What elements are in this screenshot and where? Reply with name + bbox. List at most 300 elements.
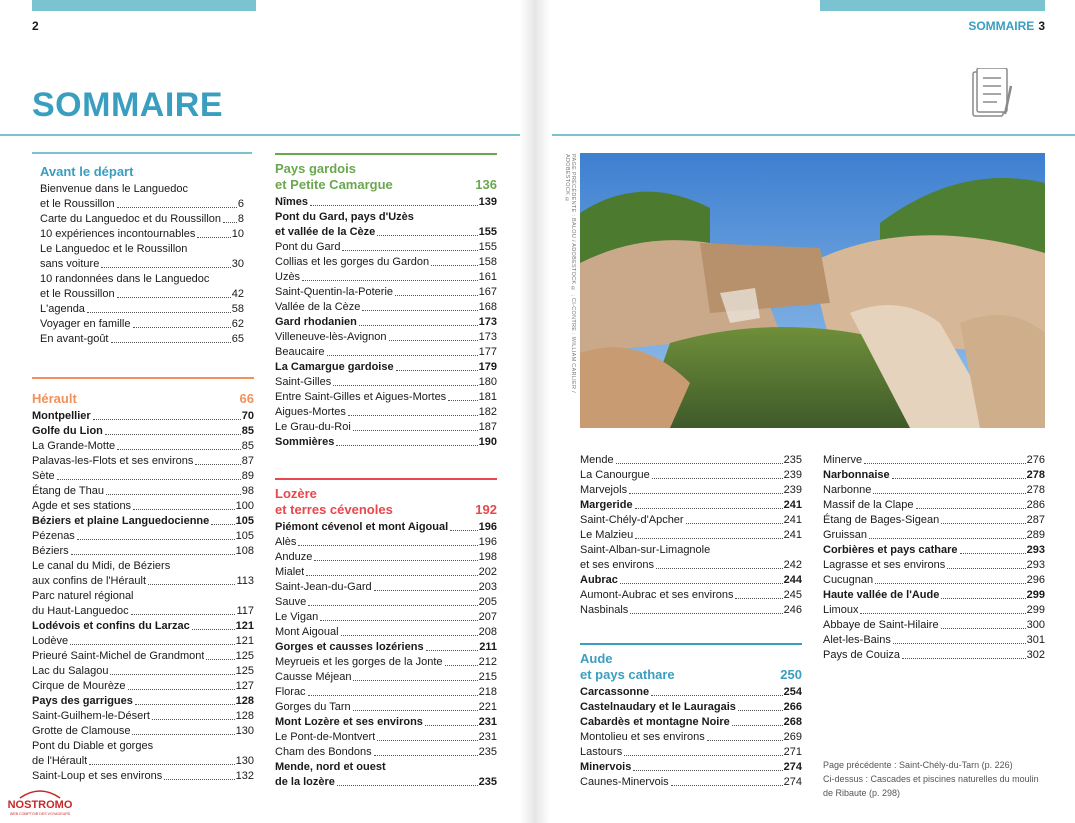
toc-entry-label: Sauve [275,596,307,608]
toc-entry-page: 128 [235,710,254,722]
toc-entry[interactable] [823,483,1045,498]
toc-entry-line: Pont du Gard, pays d'Uzès [275,211,414,223]
leader-dots [395,295,478,296]
toc-entry-label: Narbonnaise [823,469,890,481]
leader-dots [211,524,234,525]
toc-entry[interactable] [275,520,497,535]
toc-entry[interactable] [32,679,254,694]
toc-entry-page: 70 [241,410,254,422]
toc-entry[interactable] [275,640,497,655]
toc-entry-label: Abbaye de Saint-Hilaire [823,619,939,631]
gard-list [275,195,497,450]
toc-entry-page: 161 [478,271,497,283]
toc-entry-label: Lac du Salagou [32,665,109,677]
toc-entry[interactable] [275,420,497,435]
toc-entry-label: Piémont cévenol et mont Aigoual [275,521,449,533]
toc-entry[interactable] [32,754,254,769]
leader-dots [635,538,782,539]
toc-entry[interactable] [32,544,254,559]
toc-entry[interactable] [40,317,244,332]
toc-entry-label: Pont du Gard [275,241,341,253]
leader-dots [941,523,1025,524]
leader-dots [869,538,1026,539]
toc-entry[interactable] [32,709,254,724]
toc-entry[interactable] [275,730,497,745]
toc-entry[interactable] [32,469,254,484]
toc-entry-label: de la lozère [275,776,335,788]
toc-entry[interactable] [823,558,1045,573]
section-herault [32,377,254,784]
toc-entry[interactable] [275,240,497,255]
leader-dots [353,680,477,681]
toc-entry[interactable] [32,634,254,649]
toc-entry-page: 87 [241,455,254,467]
toc-entry-line: Bienvenue dans le Languedoc [40,183,189,195]
toc-entry-page: 203 [478,581,497,593]
toc-entry[interactable] [40,302,244,317]
toc-entry-label: Alès [275,536,297,548]
leader-dots [314,560,477,561]
toc-entry-page: 244 [783,574,802,586]
toc-entry-page: 299 [1026,589,1045,601]
toc-entry-label: Massif de la Clape [823,499,914,511]
toc-entry-label: Pézenas [32,530,75,542]
toc-entry-page: 278 [1026,484,1045,496]
toc-entry-page: 113 [236,575,254,587]
toc-entry[interactable] [275,580,497,595]
toc-entry-label: Margeride [580,499,633,511]
toc-entry-label: Collias et les gorges du Gardon [275,256,430,268]
toc-entry-label: Alet-les-Bains [823,634,891,646]
toc-entry-page: 98 [241,485,254,497]
toc-entry[interactable] [580,745,802,760]
toc-entry-page: 289 [1026,529,1045,541]
toc-entry[interactable] [32,694,254,709]
photo-caption [823,758,1048,800]
toc-entry-label: Anduze [275,551,313,563]
leader-dots [629,493,783,494]
toc-entry-label: Pays de Couiza [823,649,901,661]
toc-entry[interactable] [275,535,497,550]
toc-entry-page: 241 [783,499,802,511]
toc-entry-page: 266 [783,701,802,713]
landscape-photo [580,153,1045,428]
leader-dots [132,734,234,735]
leader-dots [893,643,1026,644]
aude-list [580,685,802,790]
toc-entry-page: 89 [241,470,254,482]
toc-entry[interactable] [32,424,254,439]
toc-entry-label: Aubrac [580,574,618,586]
leader-dots [431,265,478,266]
leader-dots [707,740,783,741]
toc-entry-label: Béziers et plaine Languedocienne [32,515,210,527]
toc-entry-label: Cirque de Mourèze [32,680,126,692]
toc-entry-page: 239 [783,469,802,481]
toc-entry-page: 205 [478,596,497,608]
aude-title: Aude et pays cathare 250 [580,651,802,682]
toc-entry[interactable] [580,483,802,498]
toc-entry-label: Mende [580,454,614,466]
running-header-right [968,19,1045,33]
leader-dots [450,530,477,531]
caption-line-1: Page précédente : Saint-Chély-du-Tarn (p. 226) [823,760,1013,770]
toc-entry[interactable] [580,700,802,715]
toc-entry[interactable] [823,498,1045,513]
toc-entry[interactable] [275,625,497,640]
toc-entry-page: 278 [1026,469,1045,481]
toc-entry[interactable] [40,332,244,347]
toc-entry-label: Saint-Loup et ses environs [32,770,163,782]
toc-entry[interactable] [275,345,497,360]
toc-entry-label: et ses environs [580,559,654,571]
logo-name: NOSTROMO [7,799,73,811]
toc-entry[interactable] [32,769,254,784]
toc-entry-page: 158 [478,256,497,268]
toc-entry-page: 108 [235,545,254,557]
top-band-left [32,0,256,11]
toc-entry-label: Gruissan [823,529,868,541]
toc-entry-page: 85 [241,440,254,452]
toc-entry[interactable] [32,724,254,739]
toc-entry-page: 173 [478,316,497,328]
leader-dots [87,312,231,313]
toc-entry[interactable] [275,360,497,375]
toc-entry[interactable] [580,468,802,483]
toc-entry-page: 100 [235,500,254,512]
toc-entry-page: 10 [231,228,244,240]
toc-entry-page: 221 [478,701,497,713]
toc-entry-page: 139 [478,196,497,208]
toc-entry-page: 241 [783,529,802,541]
section-lozere-cont [580,453,802,618]
toc-entry-label: Haute vallée de l'Aude [823,589,940,601]
toc-entry-page: 30 [231,258,244,270]
toc-entry[interactable] [823,618,1045,633]
toc-entry[interactable] [40,257,244,272]
leader-dots [864,463,1026,464]
leader-dots [164,779,234,780]
toc-entry[interactable] [275,285,497,300]
toc-entry-label: Palavas-les-Flots et ses environs [32,455,194,467]
toc-entry-label: Étang de Thau [32,485,104,497]
toc-entry[interactable] [823,603,1045,618]
toc-entry[interactable] [580,775,802,790]
toc-entry[interactable] [823,453,1045,468]
toc-entry[interactable] [275,550,497,565]
toc-entry-label: de l'Hérault [32,755,88,767]
toc-entry-page: 207 [478,611,497,623]
toc-entry[interactable] [823,468,1045,483]
toc-entry-label: Le Grau-du-Roi [275,421,351,433]
toc-entry-label: Villeneuve-lès-Avignon [275,331,387,343]
toc-entry-page: 8 [237,213,244,225]
leader-dots [223,222,237,223]
toc-entry[interactable] [823,648,1045,663]
leader-dots [336,445,477,446]
leader-dots [732,725,783,726]
toc-entry-page: 121 [235,620,254,632]
leader-dots [902,658,1026,659]
toc-entry[interactable] [823,543,1045,558]
title-rule-right [552,134,1075,136]
toc-entry-page: 286 [1026,499,1045,511]
toc-entry[interactable] [275,565,497,580]
leader-dots [327,355,478,356]
toc-entry-page: 181 [478,391,497,403]
leader-dots [111,342,231,343]
toc-entry-page: 235 [783,454,802,466]
toc-entry[interactable] [32,484,254,499]
toc-entry-page: 196 [478,536,497,548]
toc-entry[interactable] [823,513,1045,528]
toc-entry[interactable] [580,558,802,573]
toc-entry[interactable] [32,454,254,469]
leader-dots [131,614,236,615]
toc-entry-page: 130 [235,755,254,767]
page-number-right: 3 [1038,19,1045,33]
toc-entry-page: 293 [1026,559,1045,571]
toc-entry-label: Le Vigan [275,611,319,623]
toc-entry[interactable] [40,197,244,212]
toc-entry[interactable] [275,595,497,610]
toc-entry[interactable] [580,760,802,775]
leader-dots [635,508,783,509]
top-band-right [820,0,1045,11]
toc-entry[interactable] [32,604,254,619]
toc-entry-label: Causse Méjean [275,671,352,683]
toc-entry-page: 125 [235,665,254,677]
leader-dots [377,740,477,741]
toc-entry-label: Golfe du Lion [32,425,103,437]
toc-entry-label: Florac [275,686,306,698]
toc-entry-page: 268 [783,716,802,728]
toc-entry-page: 173 [478,331,497,343]
toc-entry-page: 121 [235,635,254,647]
leader-dots [377,235,477,236]
toc-entry-page: 202 [478,566,497,578]
toc-entry[interactable] [580,453,802,468]
toc-entry-page: 208 [478,626,497,638]
leader-dots [70,644,235,645]
toc-entry-line: Mende, nord et ouest [275,761,386,773]
toc-entry[interactable] [275,435,497,450]
toc-entry-label: Montpellier [32,410,91,422]
leader-dots [624,755,782,756]
toc-entry-label: Beaucaire [275,346,325,358]
leader-dots [353,710,478,711]
toc-entry[interactable] [275,390,497,405]
toc-entry[interactable] [40,212,244,227]
toc-entry-line: Le canal du Midi, de Béziers [32,560,171,572]
toc-entry[interactable] [40,287,244,302]
toc-entry-page: 65 [231,333,244,345]
toc-entry-label: 10 expériences incontournables [40,228,196,240]
leader-dots [941,628,1026,629]
leader-dots [389,340,478,341]
toc-entry[interactable] [32,619,254,634]
toc-entry-label: du Haut-Languedoc [32,605,129,617]
leader-dots [656,568,783,569]
toc-entry[interactable] [275,655,497,670]
toc-entry-line: Pont du Diable et gorges [32,740,154,752]
leader-dots [341,635,478,636]
toc-entry-page: 239 [783,484,802,496]
leader-dots [671,785,783,786]
toc-entry[interactable] [580,685,802,700]
leader-dots [308,695,478,696]
toc-entry[interactable] [32,514,254,529]
toc-entry-page: 130 [235,725,254,737]
toc-entry[interactable] [580,588,802,603]
toc-entry[interactable] [32,574,254,589]
leader-dots [396,370,478,371]
toc-entry-label: L'agenda [40,303,85,315]
toc-entry-label: aux confins de l'Hérault [32,575,146,587]
toc-entry[interactable] [275,300,497,315]
toc-entry[interactable] [275,315,497,330]
toc-entry[interactable] [32,499,254,514]
toc-entry[interactable] [580,513,802,528]
leader-dots [348,415,478,416]
toc-entry[interactable] [580,603,802,618]
toc-entry-page: 187 [478,421,497,433]
toc-entry[interactable] [275,195,497,210]
toc-entry[interactable] [32,664,254,679]
toc-entry-page: 167 [478,286,497,298]
toc-entry[interactable] [580,528,802,543]
toc-entry-label: Carte du Languedoc et du Roussillon [40,213,222,225]
toc-entry-label: sans voiture [40,258,100,270]
toc-entry[interactable] [580,730,802,745]
toc-entry[interactable] [580,498,802,513]
toc-entry[interactable] [275,225,497,240]
leader-dots [133,509,235,510]
toc-entry[interactable] [823,528,1045,543]
toc-entry-line: Saint-Alban-sur-Limagnole [580,544,711,556]
toc-entry-label: La Canourgue [580,469,650,481]
leader-dots [630,613,782,614]
toc-entry[interactable] [275,270,497,285]
toc-entry-label: Minerve [823,454,863,466]
leader-dots [374,590,478,591]
toc-entry[interactable] [32,649,254,664]
toc-entry[interactable] [275,745,497,760]
toc-entry-label: Caunes-Minervois [580,776,669,788]
leader-dots [359,325,478,326]
toc-entry-label: Nîmes [275,196,309,208]
leader-dots [105,434,241,435]
toc-entry[interactable] [275,685,497,700]
leader-dots [620,583,783,584]
toc-entry[interactable] [275,775,497,790]
toc-entry[interactable] [823,633,1045,648]
toc-entry[interactable] [40,227,244,242]
toc-entry-label: Cabardès et montagne Noire [580,716,730,728]
page-number-left: 2 [32,19,39,33]
leader-dots [947,568,1025,569]
leader-dots [195,464,240,465]
herault-title: Hérault 66 [32,391,254,406]
toc-entry-page: 276 [1026,454,1045,466]
toc-entry-label: Saint-Jean-du-Gard [275,581,372,593]
leader-dots [152,719,235,720]
toc-entry-label: Prieuré Saint-Michel de Grandmont [32,650,205,662]
toc-entry-label: Saint-Guilhem-le-Désert [32,710,150,722]
toc-entry-page: 85 [241,425,254,437]
caption-line-3: de Ribaute (p. 298) [823,788,901,798]
toc-entry[interactable] [275,670,497,685]
leader-dots [117,297,231,298]
toc-entry[interactable] [275,405,497,420]
toc-entry-page: 125 [235,650,254,662]
toc-entry-page: 180 [478,376,497,388]
toc-entry[interactable] [823,573,1045,588]
toc-entry[interactable] [32,439,254,454]
toc-entry-label: Minervois [580,761,632,773]
toc-entry-label: La Grande-Motte [32,440,116,452]
toc-entry-page: 182 [478,406,497,418]
toc-entry-page: 302 [1026,649,1045,661]
title-rule-left [0,134,520,136]
toc-entry[interactable] [580,573,802,588]
toc-entry-page: 241 [783,514,802,526]
leader-dots [342,250,477,251]
leader-dots [71,554,235,555]
leader-dots [960,553,1026,554]
toc-entry[interactable] [823,588,1045,603]
toc-entry[interactable] [275,375,497,390]
leader-dots [117,207,237,208]
leader-dots [197,237,230,238]
toc-entry-page: 6 [237,198,244,210]
leader-dots [735,598,782,599]
toc-entry-page: 271 [783,746,802,758]
toc-entry-label: Aigues-Mortes [275,406,346,418]
toc-entry-label: Uzès [275,271,301,283]
leader-dots [148,584,235,585]
toc-entry-page: 246 [783,604,802,616]
toc-entry[interactable] [275,255,497,270]
toc-entry-page: 242 [783,559,802,571]
leader-dots [448,400,477,401]
leader-dots [93,419,241,420]
toc-entry[interactable] [275,715,497,730]
toc-entry[interactable] [32,409,254,424]
toc-entry[interactable] [580,715,802,730]
toc-entry[interactable] [275,610,497,625]
section-aude-cont [823,453,1045,663]
toc-entry-page: 212 [478,656,497,668]
toc-entry-page: 235 [478,746,497,758]
toc-entry[interactable] [275,330,497,345]
toc-entry-page: 128 [235,695,254,707]
toc-entry[interactable] [32,529,254,544]
section-lozere [275,478,497,790]
leader-dots [101,267,230,268]
nostromo-logo [4,786,76,818]
toc-entry-page: 287 [1026,514,1045,526]
toc-entry-page: 117 [236,605,254,617]
leader-dots [310,205,478,206]
toc-entry[interactable] [275,700,497,715]
toc-entry-label: Gorges et causses lozériens [275,641,424,653]
herault-list [32,409,254,784]
toc-entry-page: 198 [478,551,497,563]
leader-dots [320,620,477,621]
leader-dots [941,598,1025,599]
toc-entry-label: Marvejols [580,484,628,496]
